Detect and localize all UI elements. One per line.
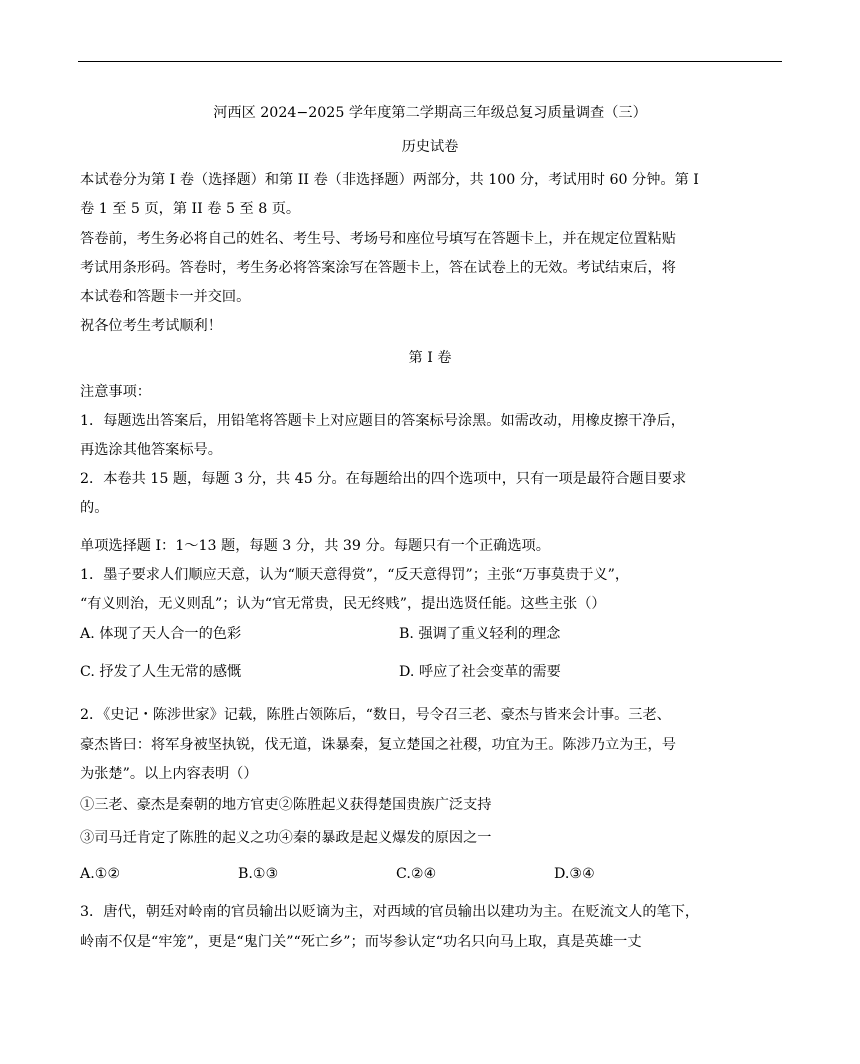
question-2-statements-1: ①三老、豪杰是秦朝的地方官吏②陈胜起义获得楚国贵族广泛支持 bbox=[80, 797, 492, 813]
question-3-line-1: 3．唐代，朝廷对岭南的官员输出以贬谪为主，对西域的官员输出以建功为主。在贬流文人的笔下， bbox=[80, 904, 700, 920]
question-2-line-2: 豪杰皆曰：将军身被坚执锐，伐无道，诛暴秦，复立楚国之社稷，功宜为王。陈涉乃立为王，号 bbox=[80, 737, 676, 753]
question-1-option-a: A. 体现了天人合一的色彩 bbox=[80, 626, 242, 642]
question-1-option-c: C. 抒发了人生无常的感慨 bbox=[80, 664, 242, 680]
notice-2-line-2: 的。 bbox=[80, 500, 109, 516]
question-1-line-2: “有义则治，无义则乱”；认为“官无常贵，民无终贱”，提出选贤任能。这些主张（） bbox=[80, 596, 606, 612]
question-2-option-a: A.①② bbox=[80, 866, 121, 882]
subject-title: 历史试卷 bbox=[401, 139, 459, 155]
notice-1-line-2: 再选涂其他答案标号。 bbox=[80, 442, 222, 458]
intro-paragraph-1-line-2: 卷 1 至 5 页，第 II 卷 5 至 8 页。 bbox=[80, 201, 301, 217]
intro-paragraph-2-line-2: 考试用条形码。答卷时，考生务必将答案涂写在答题卡上，答在试卷上的无效。考试结束后，将 bbox=[80, 260, 676, 276]
notice-2-line-1: 2．本卷共 15 题，每题 3 分，共 45 分。在每题给出的四个选项中，只有一项是最符合题目要求 bbox=[80, 471, 687, 487]
intro-paragraph-2-line-1: 答卷前，考生务必将自己的姓名、考生号、考场号和座位号填写在答题卡上，并在规定位置粘贴 bbox=[80, 231, 676, 247]
intro-paragraph-1-line-1: 本试卷分为第 I 卷（选择题）和第 II 卷（非选择题）两部分，共 100 分，考试用时 60 分钟。第 I bbox=[80, 172, 699, 188]
intro-paragraph-2-line-3: 本试卷和答题卡一并交回。 bbox=[80, 289, 251, 305]
question-3-line-2: 岭南不仅是“牢笼”，更是“鬼门关”“死亡乡”；而岑参认定“功名只向马上取，真是英雄一丈 bbox=[80, 934, 642, 950]
question-2-option-d: D.③④ bbox=[554, 866, 595, 882]
question-1-option-b: B. 强调了重义轻利的理念 bbox=[399, 626, 561, 642]
question-1-option-d: D. 呼应了社会变革的需要 bbox=[399, 664, 561, 680]
question-2-line-1: 2．《史记・陈涉世家》记载，陈胜占领陈后，“数日，号令召三老、豪杰与皆来会计事。三老、 bbox=[80, 707, 671, 723]
exam-title: 河西区 2024−2025 学年度第二学期高三年级总复习质量调查（三） bbox=[213, 105, 647, 121]
question-2-line-3: 为张楚”。以上内容表明（） bbox=[80, 766, 258, 782]
notice-1-line-1: 1．每题选出答案后，用铅笔将答题卡上对应题目的答案标号涂黑。如需改动，用橡皮擦干净后， bbox=[80, 413, 685, 429]
question-2-statements-2: ③司马迁肯定了陈胜的起义之功④秦的暴政是起义爆发的原因之一 bbox=[80, 830, 492, 846]
good-luck-line: 祝各位考生考试顺利！ bbox=[80, 318, 222, 334]
single-choice-heading: 单项选择题 I：1～13 题，每题 3 分，共 39 分。每题只有一个正确选项。 bbox=[80, 538, 550, 554]
header-rule bbox=[78, 61, 782, 62]
section-title: 第 I 卷 bbox=[408, 350, 452, 366]
notice-title: 注意事项： bbox=[80, 384, 151, 400]
question-2-option-b: B.①③ bbox=[238, 866, 279, 882]
question-2-option-c: C.②④ bbox=[396, 866, 437, 882]
question-1-line-1: 1．墨子要求人们顺应天意，认为“顺天意得赏”，“反天意得罚”；主张“万事莫贵于义”， bbox=[80, 567, 630, 583]
